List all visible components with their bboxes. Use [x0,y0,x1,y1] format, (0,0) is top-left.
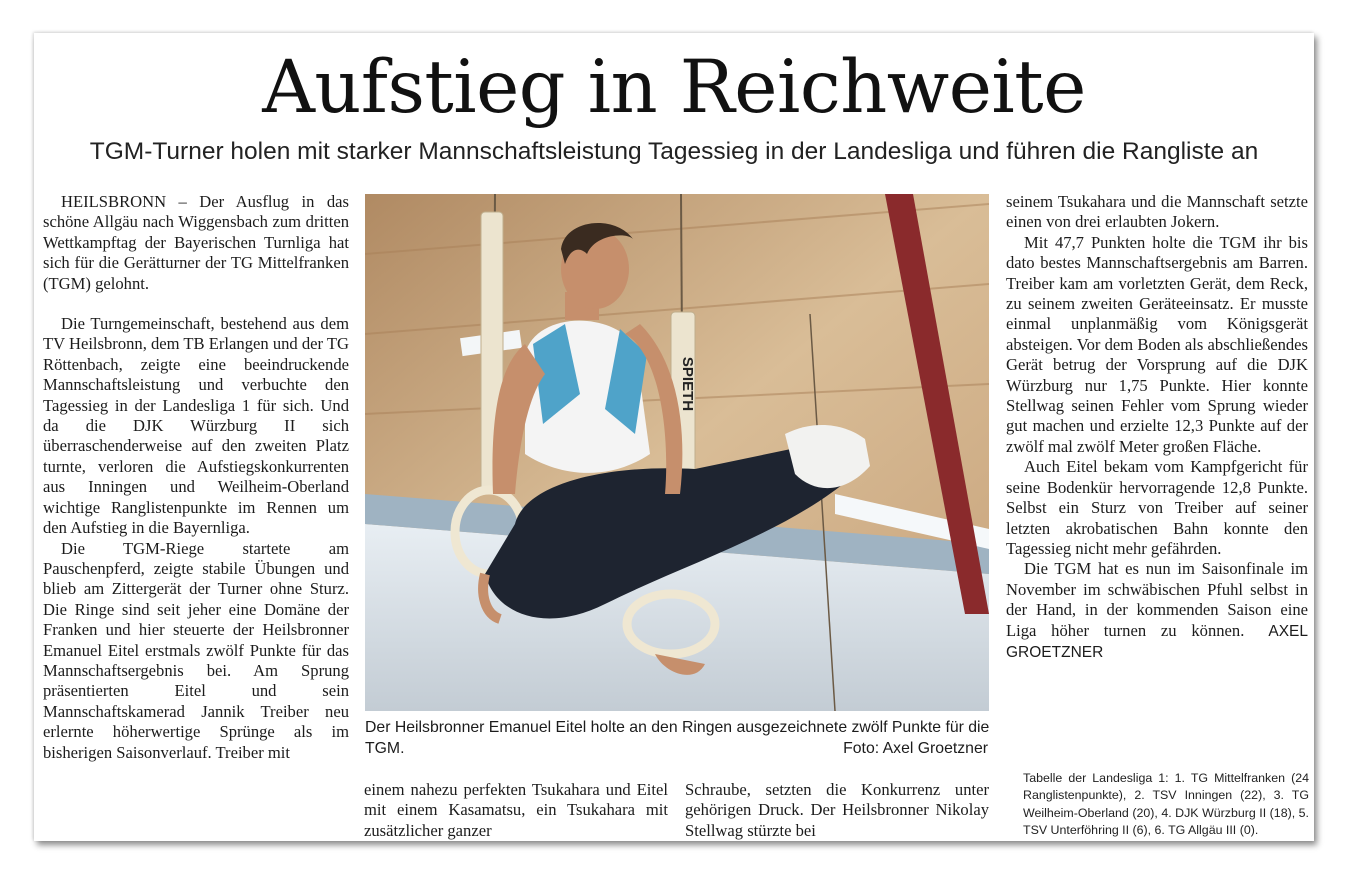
article-column-3 [685,780,989,841]
body-paragraph: seinem Tsukahara und die Mannschaft setzte einen von drei erlaubten Jokern. [1006,192,1308,232]
body-paragraph: einem nahezu perfekten Tsukahara und Eitel mit einem Kasamatsu, ein Tsukahara mit zusätzlicher ganzer [364,780,668,840]
body-paragraph: Die TGM-Riege startete am Pauschenpferd, zeigte stabile Übungen und blieb am Zittergerät der Turner ohne Sturz. Die Ringe sind seit jeher eine Domäne der Franken und hier steuerte der Heilsbronner Emanuel Eitel erstmals zwölf Punkte für das Mannschaftsergebnis bei. Am Sprung präsentierten Eitel und sein Mannschaftskamerad Jannik Treiber neu erlernte höherwertige Sprünge als im bisherigen Saisonverlauf. Treiber mit [43,538,349,762]
photo-caption: Der Heilsbronner Emanuel Eitel holte an den Ringen ausgezeichnete zwölf Punkte für die TGM. [365,719,990,757]
article-column-4 [1006,192,1308,772]
article-column-2 [364,780,668,841]
body-paragraph: Die Turngemeinschaft, bestehend aus dem TV Heilsbronn, dem TB Erlangen und der TG Röttenbach, zeigte eine beeindruckende Mannschaftsleistung und verbuchte den Tagessieg in der Landesliga 1 für sich. Und da die DJK Würzburg II sich überraschenderweise auf den zweiten Platz turnte, verloren die Aufstiegskonkurrenten aus Inningen und Weilheim-Oberland wichtige Ranglistenpunkte im Rennen um den Aufstieg in die Bayernliga. [43,314,350,538]
league-table-note: Tabelle der Landesliga 1: 1. TG Mittelfranken (24 Ranglistenpunkte), 2. TSV Inningen (22), 3. TG Weilheim-Oberland (20), 4. DJK Würzburg II (18), 5. TSV Unterföhring II (6), 6. TG Allgäu III (0). [1023,771,1309,838]
closing-sentence: Die TGM hat es nun im Saisonfinale im November im schwäbischen Pfuhl selbst in der Hand, in der kommenden Saison eine Liga höher turnen zu können. [1006,559,1308,640]
newspaper-clipping [34,33,1314,841]
author-byline: AXEL GROETZNER [1006,622,1308,661]
body-paragraph: Schraube, setzten die Konkurrenz unter gehörigen Druck. Der Heilsbronner Nikolay Stellwag stürzte bei [685,780,989,840]
photo-credit: Foto: Axel Groetzner [843,739,988,757]
article-column-1 [43,192,349,841]
body-paragraph: Mit 47,7 Punkten holte die TGM ihr bis dato bestes Mannschaftsergebnis am Barren. Treiber kam am vorletzten Gerät, dem Reck, zu seinem zweiten Geräteeinsatz. Er musste einmal unplanmäßig vom Königsgerät absteigen. Vor dem Boden als abschließendes Gerät betrug der Vorsprung auf die DJK Würzburg nur 1,75 Punkte. Hier konnte Stellwag seinen Fehler vom Sprung wieder gut machen und erzielte 12,3 Punkte auf der zwölf mal zwölf Meter großen Fläche. [1006,232,1308,456]
subheadline: TGM-Turner holen mit starker Mannschaftsleistung Tagessieg in der Landesliga und führen die Rangliste an [89,138,1259,165]
body-paragraph [1006,559,1308,663]
gymnast-photo [365,194,989,711]
strap-label: SPIETH [679,356,696,412]
body-paragraph: Auch Eitel bekam vom Kampfgericht für seine Bodenkür hervorragende 12,8 Punkte. Selbst ein Sturz von Treiber auf seiner letzten akrobatischen Bahn konnte den Tagessieg nicht mehr gefährden. [1006,457,1308,558]
headline: Aufstieg in Reichweite [262,45,1086,130]
intro-paragraph: HEILSBRONN – Der Ausflug in das schöne Allgäu nach Wiggensbach zum dritten Wettkampftag der Bayerischen Turnliga hat sich für die Gerätturner der TG Mittelfranken (TGM) gelohnt. [43,192,349,293]
